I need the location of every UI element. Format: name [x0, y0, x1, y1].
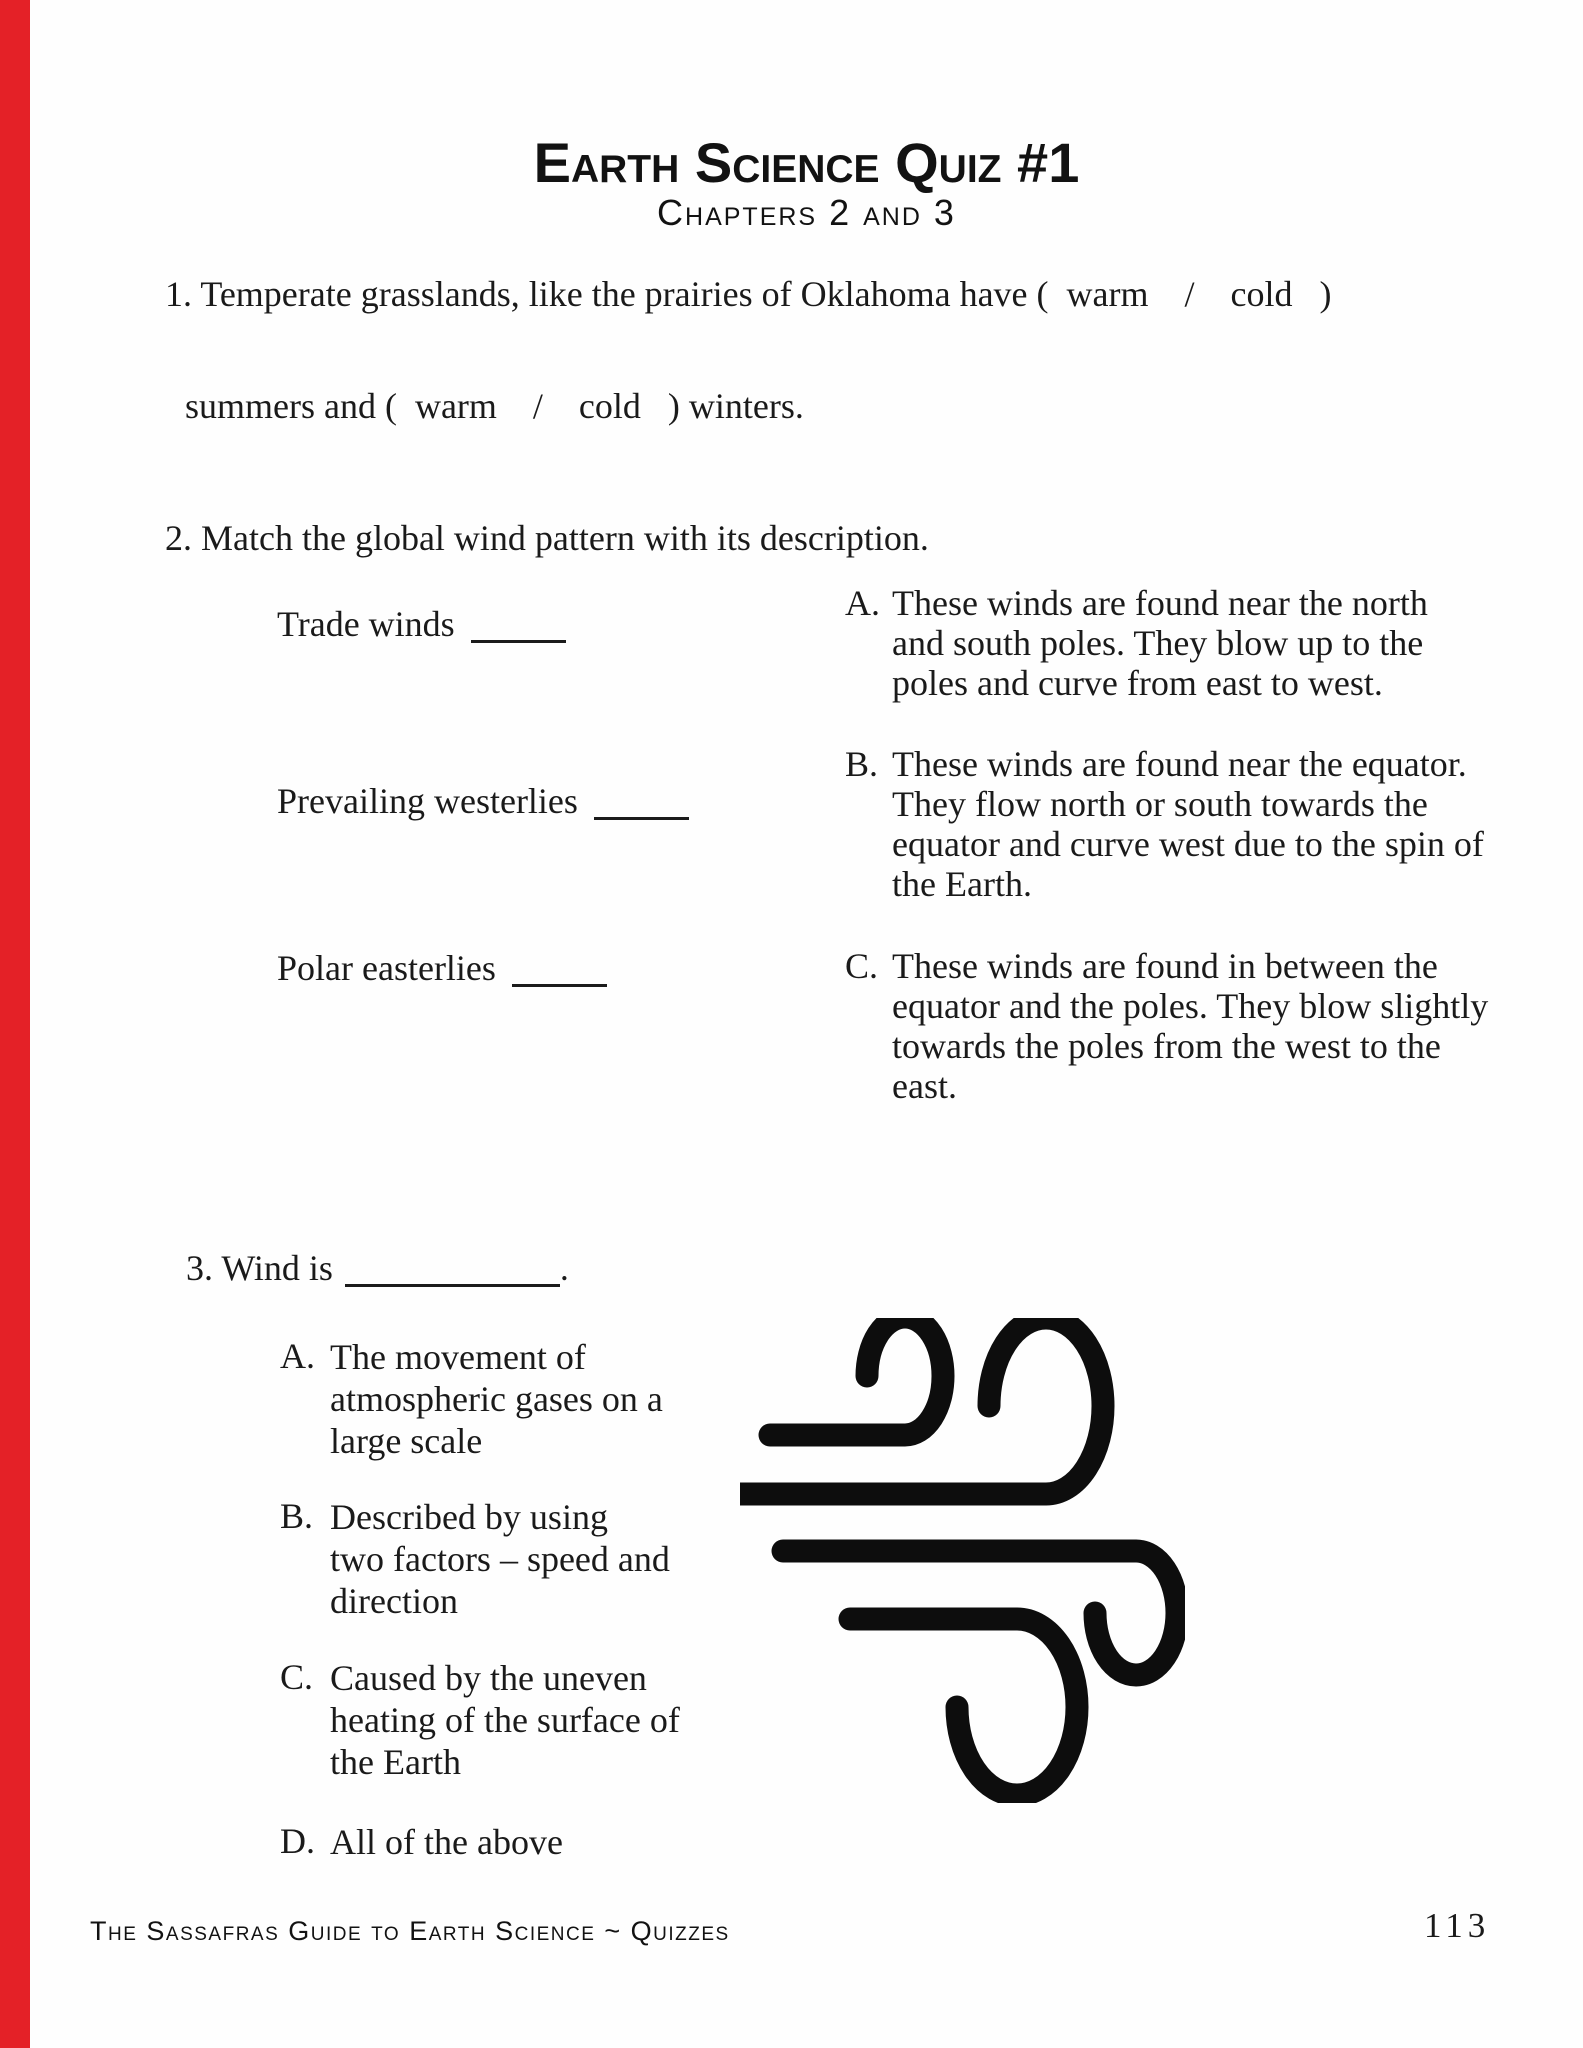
page-edge-stripe — [0, 0, 30, 2048]
option-text-line: The movement of — [330, 1337, 586, 1377]
question-2-prompt: 2. Match the global wind pattern with its description. — [165, 518, 929, 558]
page-title: Earth Science Quiz #1 — [533, 131, 1080, 194]
option-letter: C. — [845, 946, 879, 986]
option-text-line: They flow north or south towards the — [892, 784, 1428, 824]
wind-gust-top-small — [770, 1318, 943, 1435]
q3-option-a — [280, 1336, 663, 1462]
option-text-line: poles and curve from east to west. — [892, 663, 1383, 703]
question-3-prompt — [186, 1248, 569, 1288]
option-text — [892, 946, 1488, 1106]
match-item-label: Polar easterlies — [277, 948, 496, 988]
fill-in-blank-line — [512, 984, 607, 987]
match-item-polar-easterlies — [277, 948, 607, 988]
option-text-line: and south poles. They blow up to the — [892, 623, 1424, 663]
option-text — [330, 1336, 663, 1462]
fill-in-blank-line — [471, 640, 566, 643]
q3-option-d — [280, 1821, 563, 1863]
page-subtitle: Chapters 2 and 3 — [657, 192, 956, 233]
option-text-line: All of the above — [330, 1822, 563, 1862]
page-number: 113 — [1424, 1906, 1491, 1945]
option-letter: C. — [280, 1657, 314, 1697]
option-text-line: equator and curve west due to the spin of — [892, 824, 1484, 864]
option-text — [892, 744, 1484, 904]
match-item-prevailing-westerlies — [277, 781, 689, 821]
wind-gust-bottom — [850, 1619, 1077, 1795]
option-text-line: heating of the surface of — [330, 1700, 680, 1740]
option-text — [330, 1821, 563, 1863]
option-text — [330, 1657, 680, 1783]
q3-option-c — [280, 1657, 680, 1783]
option-text — [330, 1496, 670, 1622]
wind-icon — [740, 1318, 1185, 1803]
option-letter: A. — [280, 1336, 315, 1376]
option-letter: A. — [845, 583, 880, 623]
option-letter: B. — [280, 1496, 314, 1536]
question-1-line-2: summers and ( warm / cold ) winters. — [185, 386, 804, 426]
footer-book-title: The Sassafras Guide to Earth Science ~ Quizzes — [90, 1916, 730, 1946]
option-text-line: Described by using — [330, 1497, 608, 1537]
option-text-line: the Earth. — [892, 864, 1032, 904]
question-3-prompt-period: . — [559, 1248, 569, 1288]
question-3-prompt-text: 3. Wind is — [186, 1248, 333, 1288]
option-text-line: the Earth — [330, 1742, 461, 1782]
option-text-line: atmospheric gases on a — [330, 1379, 663, 1419]
option-text-line: These winds are found in between the — [892, 946, 1438, 986]
option-text-line: direction — [330, 1581, 458, 1621]
match-item-label: Trade winds — [277, 604, 455, 644]
option-text-line: These winds are found near the north — [892, 583, 1428, 623]
q2-option-b — [845, 744, 1484, 904]
option-letter: D. — [280, 1821, 315, 1861]
match-item-label: Prevailing westerlies — [277, 781, 578, 821]
wind-gust-top-large — [740, 1318, 1103, 1494]
fill-in-blank-line — [594, 817, 689, 820]
option-text-line: east. — [892, 1066, 957, 1106]
option-text-line: These winds are found near the equator. — [892, 744, 1467, 784]
question-1-line-1: 1. Temperate grasslands, like the prairies of Oklahoma have ( warm / cold ) — [165, 274, 1332, 314]
q3-option-b — [280, 1496, 670, 1622]
option-text-line: equator and the poles. They blow slightly — [892, 986, 1489, 1026]
option-letter: B. — [845, 744, 879, 784]
option-text-line: large scale — [330, 1421, 483, 1461]
option-text — [892, 583, 1428, 703]
q2-option-c — [845, 946, 1488, 1106]
match-item-trade-winds — [277, 604, 566, 644]
option-text-line: two factors – speed and — [330, 1539, 670, 1579]
fill-in-blank-line — [345, 1284, 560, 1287]
option-text-line: Caused by the uneven — [330, 1658, 647, 1698]
option-text-line: towards the poles from the west to the — [892, 1026, 1441, 1066]
q2-option-a — [845, 583, 1428, 703]
